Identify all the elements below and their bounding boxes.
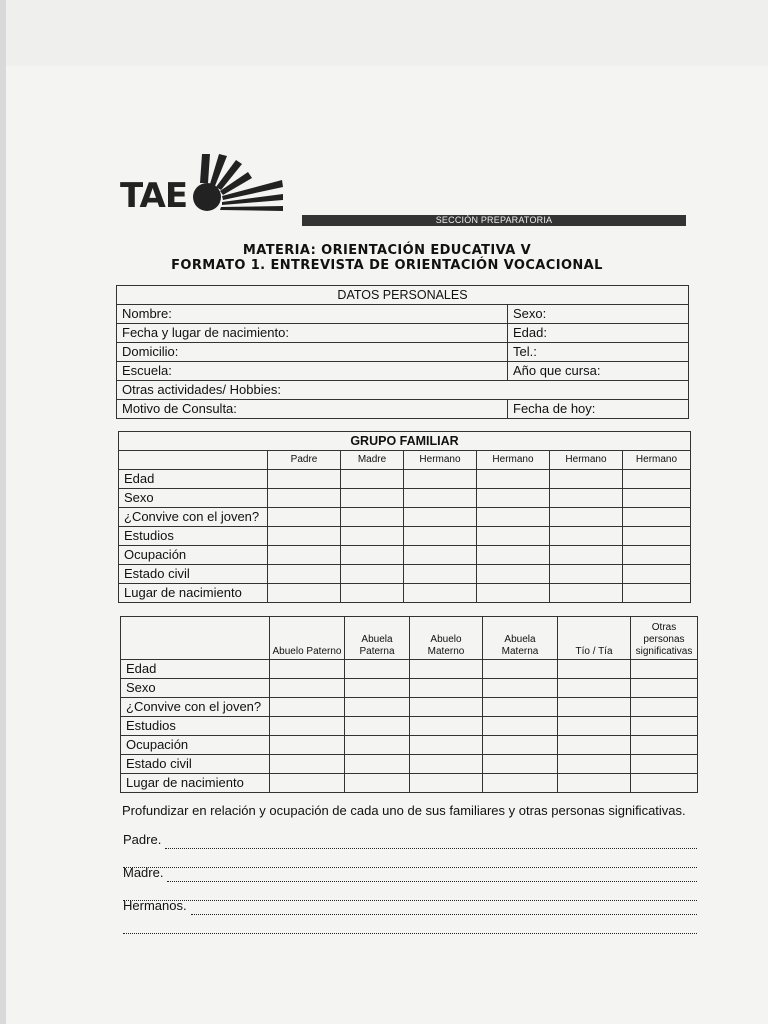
family-col-header: Madre	[341, 451, 404, 470]
family-group-table	[118, 431, 691, 603]
section-banner: SECCIÓN PREPARATORIA	[302, 215, 686, 226]
extended-col-header: Otras personas significativas	[631, 617, 698, 660]
table-cell[interactable]	[631, 736, 698, 755]
family-col-header: Hermano	[477, 451, 550, 470]
family-col-header: Hermano	[550, 451, 623, 470]
table-cell[interactable]	[410, 755, 483, 774]
table-row	[119, 508, 691, 527]
subject-heading: MATERIA: ORIENTACIÓN EDUCATIVA V	[242, 243, 532, 258]
table-cell[interactable]	[623, 489, 691, 508]
extended-col-header: Abuela Materna	[483, 617, 558, 660]
dotted-line	[123, 920, 697, 934]
table-cell[interactable]	[270, 774, 345, 793]
table-row	[119, 489, 691, 508]
table-row	[119, 546, 691, 565]
table-cell[interactable]	[558, 660, 631, 679]
row-label: Estudios	[119, 527, 268, 546]
table-cell[interactable]	[483, 755, 558, 774]
table-cell[interactable]	[341, 584, 404, 603]
table-cell[interactable]	[550, 546, 623, 565]
row-label: Estado civil	[119, 565, 268, 584]
family-group-title: GRUPO FAMILIAR	[119, 432, 691, 451]
padre-line[interactable]	[123, 831, 697, 849]
table-cell[interactable]	[477, 470, 550, 489]
table-cell[interactable]	[477, 565, 550, 584]
table-cell[interactable]	[623, 546, 691, 565]
family-col-header: Hermano	[404, 451, 477, 470]
table-cell[interactable]	[345, 755, 410, 774]
table-row	[119, 527, 691, 546]
extended-col-header: Abuelo Paterno	[270, 617, 345, 660]
extended-col-header: Abuelo Materno	[410, 617, 483, 660]
table-cell[interactable]	[558, 717, 631, 736]
table-cell[interactable]	[631, 774, 698, 793]
table-cell[interactable]	[404, 489, 477, 508]
table-row	[121, 698, 698, 717]
row-label: Lugar de nacimiento	[119, 584, 268, 603]
field-tel[interactable]: Tel.:	[508, 343, 689, 362]
table-cell[interactable]	[483, 736, 558, 755]
instruction-text: Profundizar en relación y ocupación de cada uno de sus familiares y otras personas significativas.	[122, 803, 686, 818]
table-row	[119, 565, 691, 584]
table-cell[interactable]	[345, 679, 410, 698]
field-sexo[interactable]: Sexo:	[508, 305, 689, 324]
table-cell[interactable]	[268, 489, 341, 508]
table-cell[interactable]	[477, 527, 550, 546]
row-label: Estudios	[121, 717, 270, 736]
table-row	[119, 584, 691, 603]
table-cell[interactable]	[477, 546, 550, 565]
table-cell[interactable]	[631, 679, 698, 698]
table-cell[interactable]	[404, 546, 477, 565]
row-label: ¿Convive con el joven?	[119, 508, 268, 527]
table-cell[interactable]	[623, 508, 691, 527]
table-cell[interactable]	[483, 774, 558, 793]
table-cell[interactable]	[483, 717, 558, 736]
personal-data-table	[116, 285, 689, 419]
dotted-line	[191, 901, 697, 915]
table-cell[interactable]	[341, 470, 404, 489]
table-cell[interactable]	[341, 527, 404, 546]
table-cell[interactable]	[268, 546, 341, 565]
table-row	[121, 736, 698, 755]
table-cell[interactable]	[550, 584, 623, 603]
dotted-line	[165, 835, 697, 849]
table-cell[interactable]	[631, 698, 698, 717]
table-cell[interactable]	[268, 527, 341, 546]
table-cell[interactable]	[558, 755, 631, 774]
table-row	[121, 660, 698, 679]
table-cell[interactable]	[404, 527, 477, 546]
table-cell[interactable]	[558, 736, 631, 755]
row-label: Ocupación	[119, 546, 268, 565]
table-cell[interactable]	[550, 470, 623, 489]
extended-col-header: Abuela Paterna	[345, 617, 410, 660]
row-label: ¿Convive con el joven?	[121, 698, 270, 717]
table-cell[interactable]	[341, 489, 404, 508]
tae-logo	[120, 150, 290, 216]
table-cell[interactable]	[341, 546, 404, 565]
logo-text: TAE	[120, 176, 188, 216]
table-cell[interactable]	[623, 470, 691, 489]
table-cell[interactable]	[477, 489, 550, 508]
table-cell[interactable]	[341, 508, 404, 527]
extended-col-header: Tío / Tía	[558, 617, 631, 660]
table-cell[interactable]	[558, 774, 631, 793]
table-cell[interactable]	[268, 508, 341, 527]
table-cell[interactable]	[268, 565, 341, 584]
family-corner-cell	[119, 451, 268, 470]
table-row	[119, 470, 691, 489]
personal-data-title: DATOS PERSONALES	[117, 286, 689, 305]
table-row	[121, 774, 698, 793]
table-cell[interactable]	[558, 698, 631, 717]
field-fecha-de-hoy[interactable]: Fecha de hoy:	[508, 400, 689, 419]
table-cell[interactable]	[268, 470, 341, 489]
table-cell[interactable]	[404, 565, 477, 584]
table-cell[interactable]	[410, 717, 483, 736]
table-cell[interactable]	[404, 584, 477, 603]
extended-corner-cell	[121, 617, 270, 660]
padre-label: Padre.	[123, 832, 162, 847]
table-cell[interactable]	[270, 736, 345, 755]
row-label: Edad	[119, 470, 268, 489]
family-col-header: Hermano	[623, 451, 691, 470]
table-cell[interactable]	[623, 565, 691, 584]
row-label: Sexo	[121, 679, 270, 698]
table-cell[interactable]	[345, 774, 410, 793]
table-cell[interactable]	[483, 679, 558, 698]
field-escuela[interactable]: Escuela:	[117, 362, 508, 381]
table-cell[interactable]	[623, 527, 691, 546]
sunburst-logo-icon	[182, 150, 286, 214]
table-cell[interactable]	[345, 698, 410, 717]
table-cell[interactable]	[268, 584, 341, 603]
table-cell[interactable]	[631, 717, 698, 736]
table-cell[interactable]	[550, 508, 623, 527]
table-cell[interactable]	[345, 717, 410, 736]
table-cell[interactable]	[477, 508, 550, 527]
dotted-line	[167, 868, 697, 882]
table-cell[interactable]	[410, 698, 483, 717]
extended-family-table	[120, 616, 698, 793]
field-nombre[interactable]: Nombre:	[117, 305, 508, 324]
table-cell[interactable]	[270, 660, 345, 679]
table-cell[interactable]	[483, 660, 558, 679]
hermanos-label: Hermanos.	[123, 898, 187, 913]
table-row	[121, 755, 698, 774]
table-cell[interactable]	[410, 774, 483, 793]
format-heading: FORMATO 1. ENTREVISTA DE ORIENTACIÓN VOCACIONAL	[171, 258, 603, 273]
table-cell[interactable]	[483, 698, 558, 717]
table-cell[interactable]	[550, 527, 623, 546]
family-col-header: Padre	[268, 451, 341, 470]
table-cell[interactable]	[631, 755, 698, 774]
row-label: Edad	[121, 660, 270, 679]
field-ano-que-cursa[interactable]: Año que cursa:	[508, 362, 689, 381]
table-cell[interactable]	[345, 660, 410, 679]
table-cell[interactable]	[341, 565, 404, 584]
madre-label: Madre.	[123, 865, 164, 880]
table-cell[interactable]	[410, 679, 483, 698]
table-cell[interactable]	[550, 565, 623, 584]
row-label: Estado civil	[121, 755, 270, 774]
table-cell[interactable]	[404, 470, 477, 489]
field-motivo-consulta[interactable]: Motivo de Consulta:	[117, 400, 508, 419]
table-cell[interactable]	[623, 584, 691, 603]
extended-header-row	[121, 617, 698, 660]
table-cell[interactable]	[404, 508, 477, 527]
madre-line[interactable]	[123, 864, 697, 882]
row-label: Lugar de nacimiento	[121, 774, 270, 793]
field-otras-actividades[interactable]: Otras actividades/ Hobbies:	[117, 381, 689, 400]
hermanos-continuation-line[interactable]	[123, 916, 697, 934]
table-cell[interactable]	[270, 717, 345, 736]
family-header-row	[119, 451, 691, 470]
table-cell[interactable]	[477, 584, 550, 603]
document-page	[6, 0, 768, 1024]
table-row	[121, 717, 698, 736]
table-cell[interactable]	[631, 660, 698, 679]
field-domicilio[interactable]: Domicilio:	[117, 343, 508, 362]
hermanos-line[interactable]	[123, 897, 697, 915]
field-edad[interactable]: Edad:	[508, 324, 689, 343]
table-cell[interactable]	[410, 736, 483, 755]
table-row	[121, 679, 698, 698]
table-cell[interactable]	[270, 679, 345, 698]
table-cell[interactable]	[558, 679, 631, 698]
row-label: Sexo	[119, 489, 268, 508]
table-cell[interactable]	[270, 755, 345, 774]
field-fecha-lugar-nacimiento[interactable]: Fecha y lugar de nacimiento:	[117, 324, 508, 343]
row-label: Ocupación	[121, 736, 270, 755]
page-top-margin	[6, 0, 768, 66]
table-cell[interactable]	[270, 698, 345, 717]
table-cell[interactable]	[550, 489, 623, 508]
table-cell[interactable]	[345, 736, 410, 755]
table-cell[interactable]	[410, 660, 483, 679]
